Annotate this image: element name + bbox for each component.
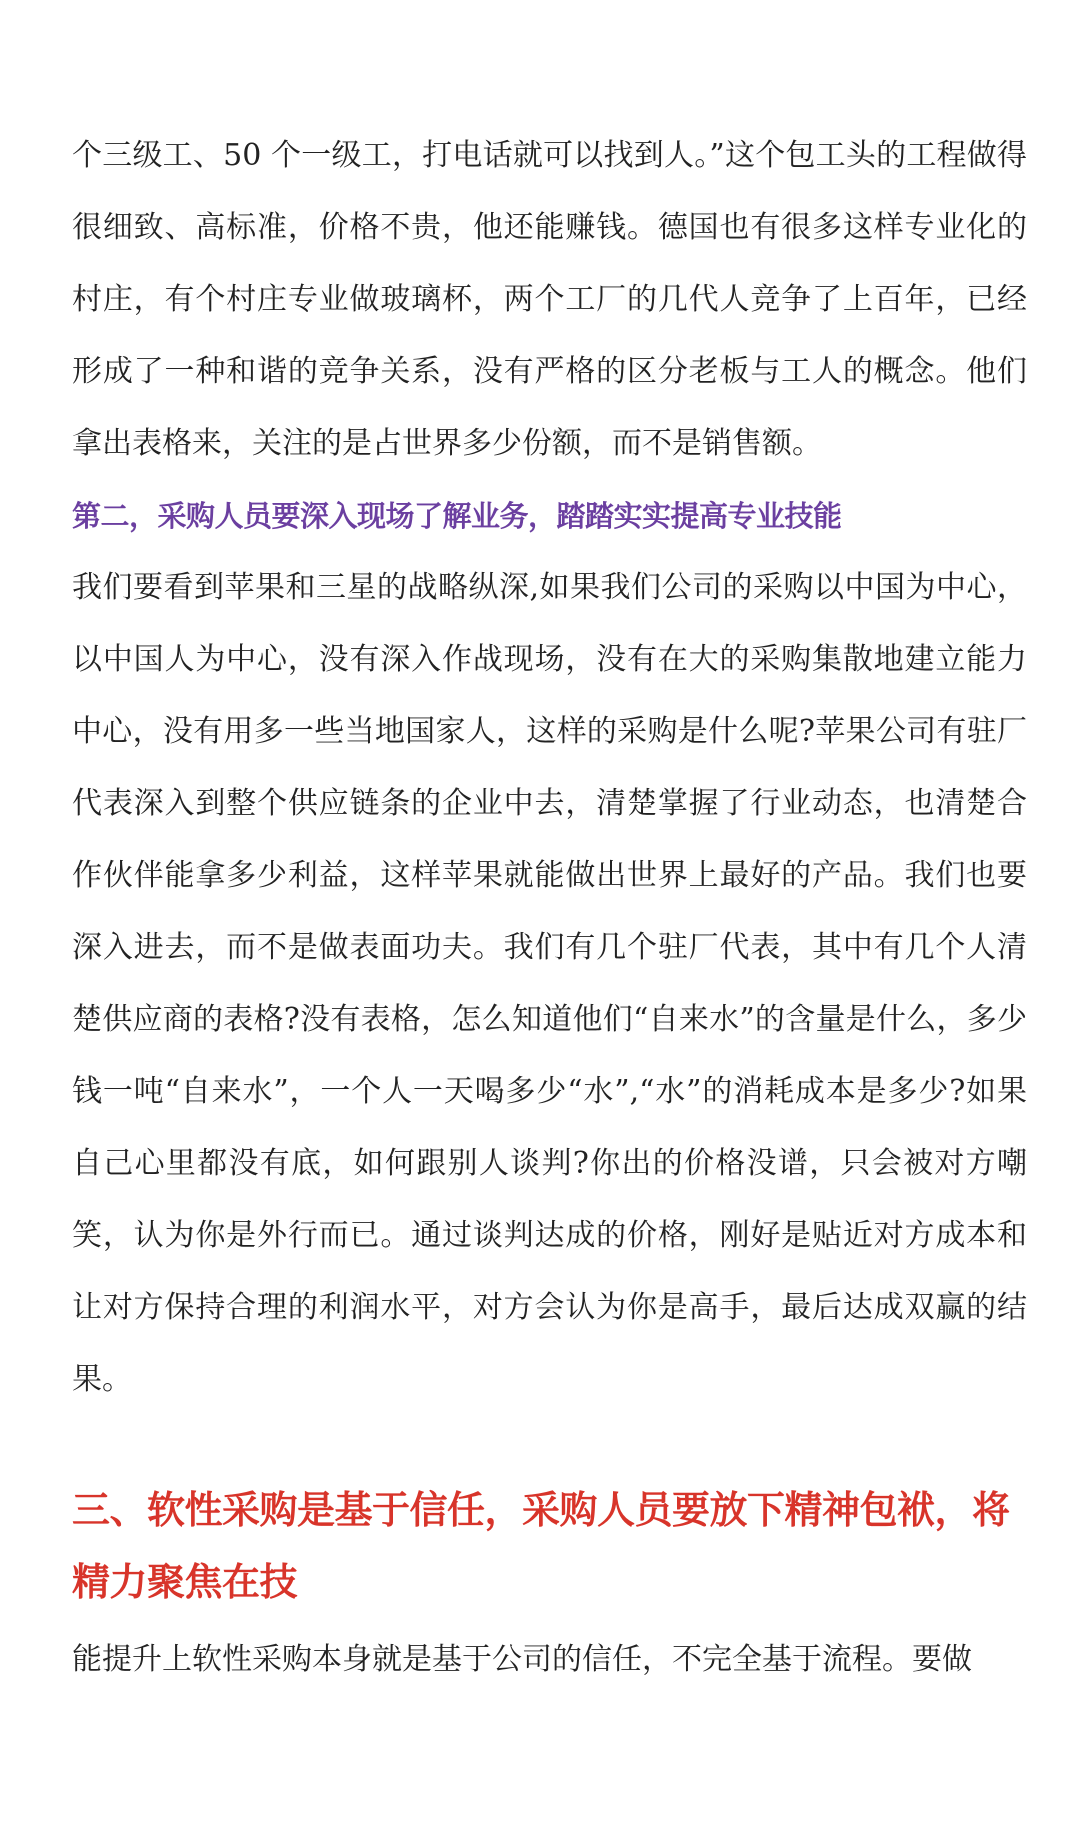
paragraph-2: 我们要看到苹果和三星的战略纵深,如果我们公司的采购以中国为中心，以中国人为中心，没有深入作战现场，没有在大的采购集散地建立能力中心，没有用多一些当地国家人，这样的采购是什么呢?苹果公司有驻厂代表深入到整个供应链条的企业中去，清楚掌握了行业动态，也清楚合作伙伴能拿多少利益，这样苹果就能做出世界上最好的产品。我们也要深入进去，而不是做表面功夫。我们有几个驻厂代表，其中有几个人清楚供应商的表格?没有表格，怎么知道他们“自来水”的含量是什么，多少钱一吨“自来水”，一个人一天喝多少“水”,“水”的消耗成本是多少?如果自己心里都没有底，如何跟别人谈判?你出的价格没谱，只会被对方嘲笑，认为你是外行而已。通过谈判达成的价格，刚好是贴近对方成本和让对方保持合理的利润水平，对方会认为你是高手，最后达成双赢的结果。: [72, 570, 1027, 1397]
article-body: [72, 120, 1027, 1696]
section-3-heading: 三、软性采购是基于信任，采购人员要放下精神包袱，将精力聚焦在技: [72, 1488, 1010, 1604]
paragraph-3: 能提升上软性采购本身就是基于公司的信任，不完全基于流程。要做: [72, 1642, 972, 1677]
paragraph-1: 个三级工、50 个一级工，打电话就可以找到人。”这个包工头的工程做得很细致、高标准，价格不贵，他还能赚钱。德国也有很多这样专业化的村庄，有个村庄专业做玻璃杯，两个工厂的几代人竞争了上百年，已经形成了一种和谐的竞争关系，没有严格的区分老板与工人的概念。他们拿出表格来，关注的是占世界多少份额，而不是销售额。: [72, 138, 1027, 461]
subheading-second-point: 第二，采购人员要深入现场了解业务，踏踏实实提高专业技能: [72, 499, 842, 533]
